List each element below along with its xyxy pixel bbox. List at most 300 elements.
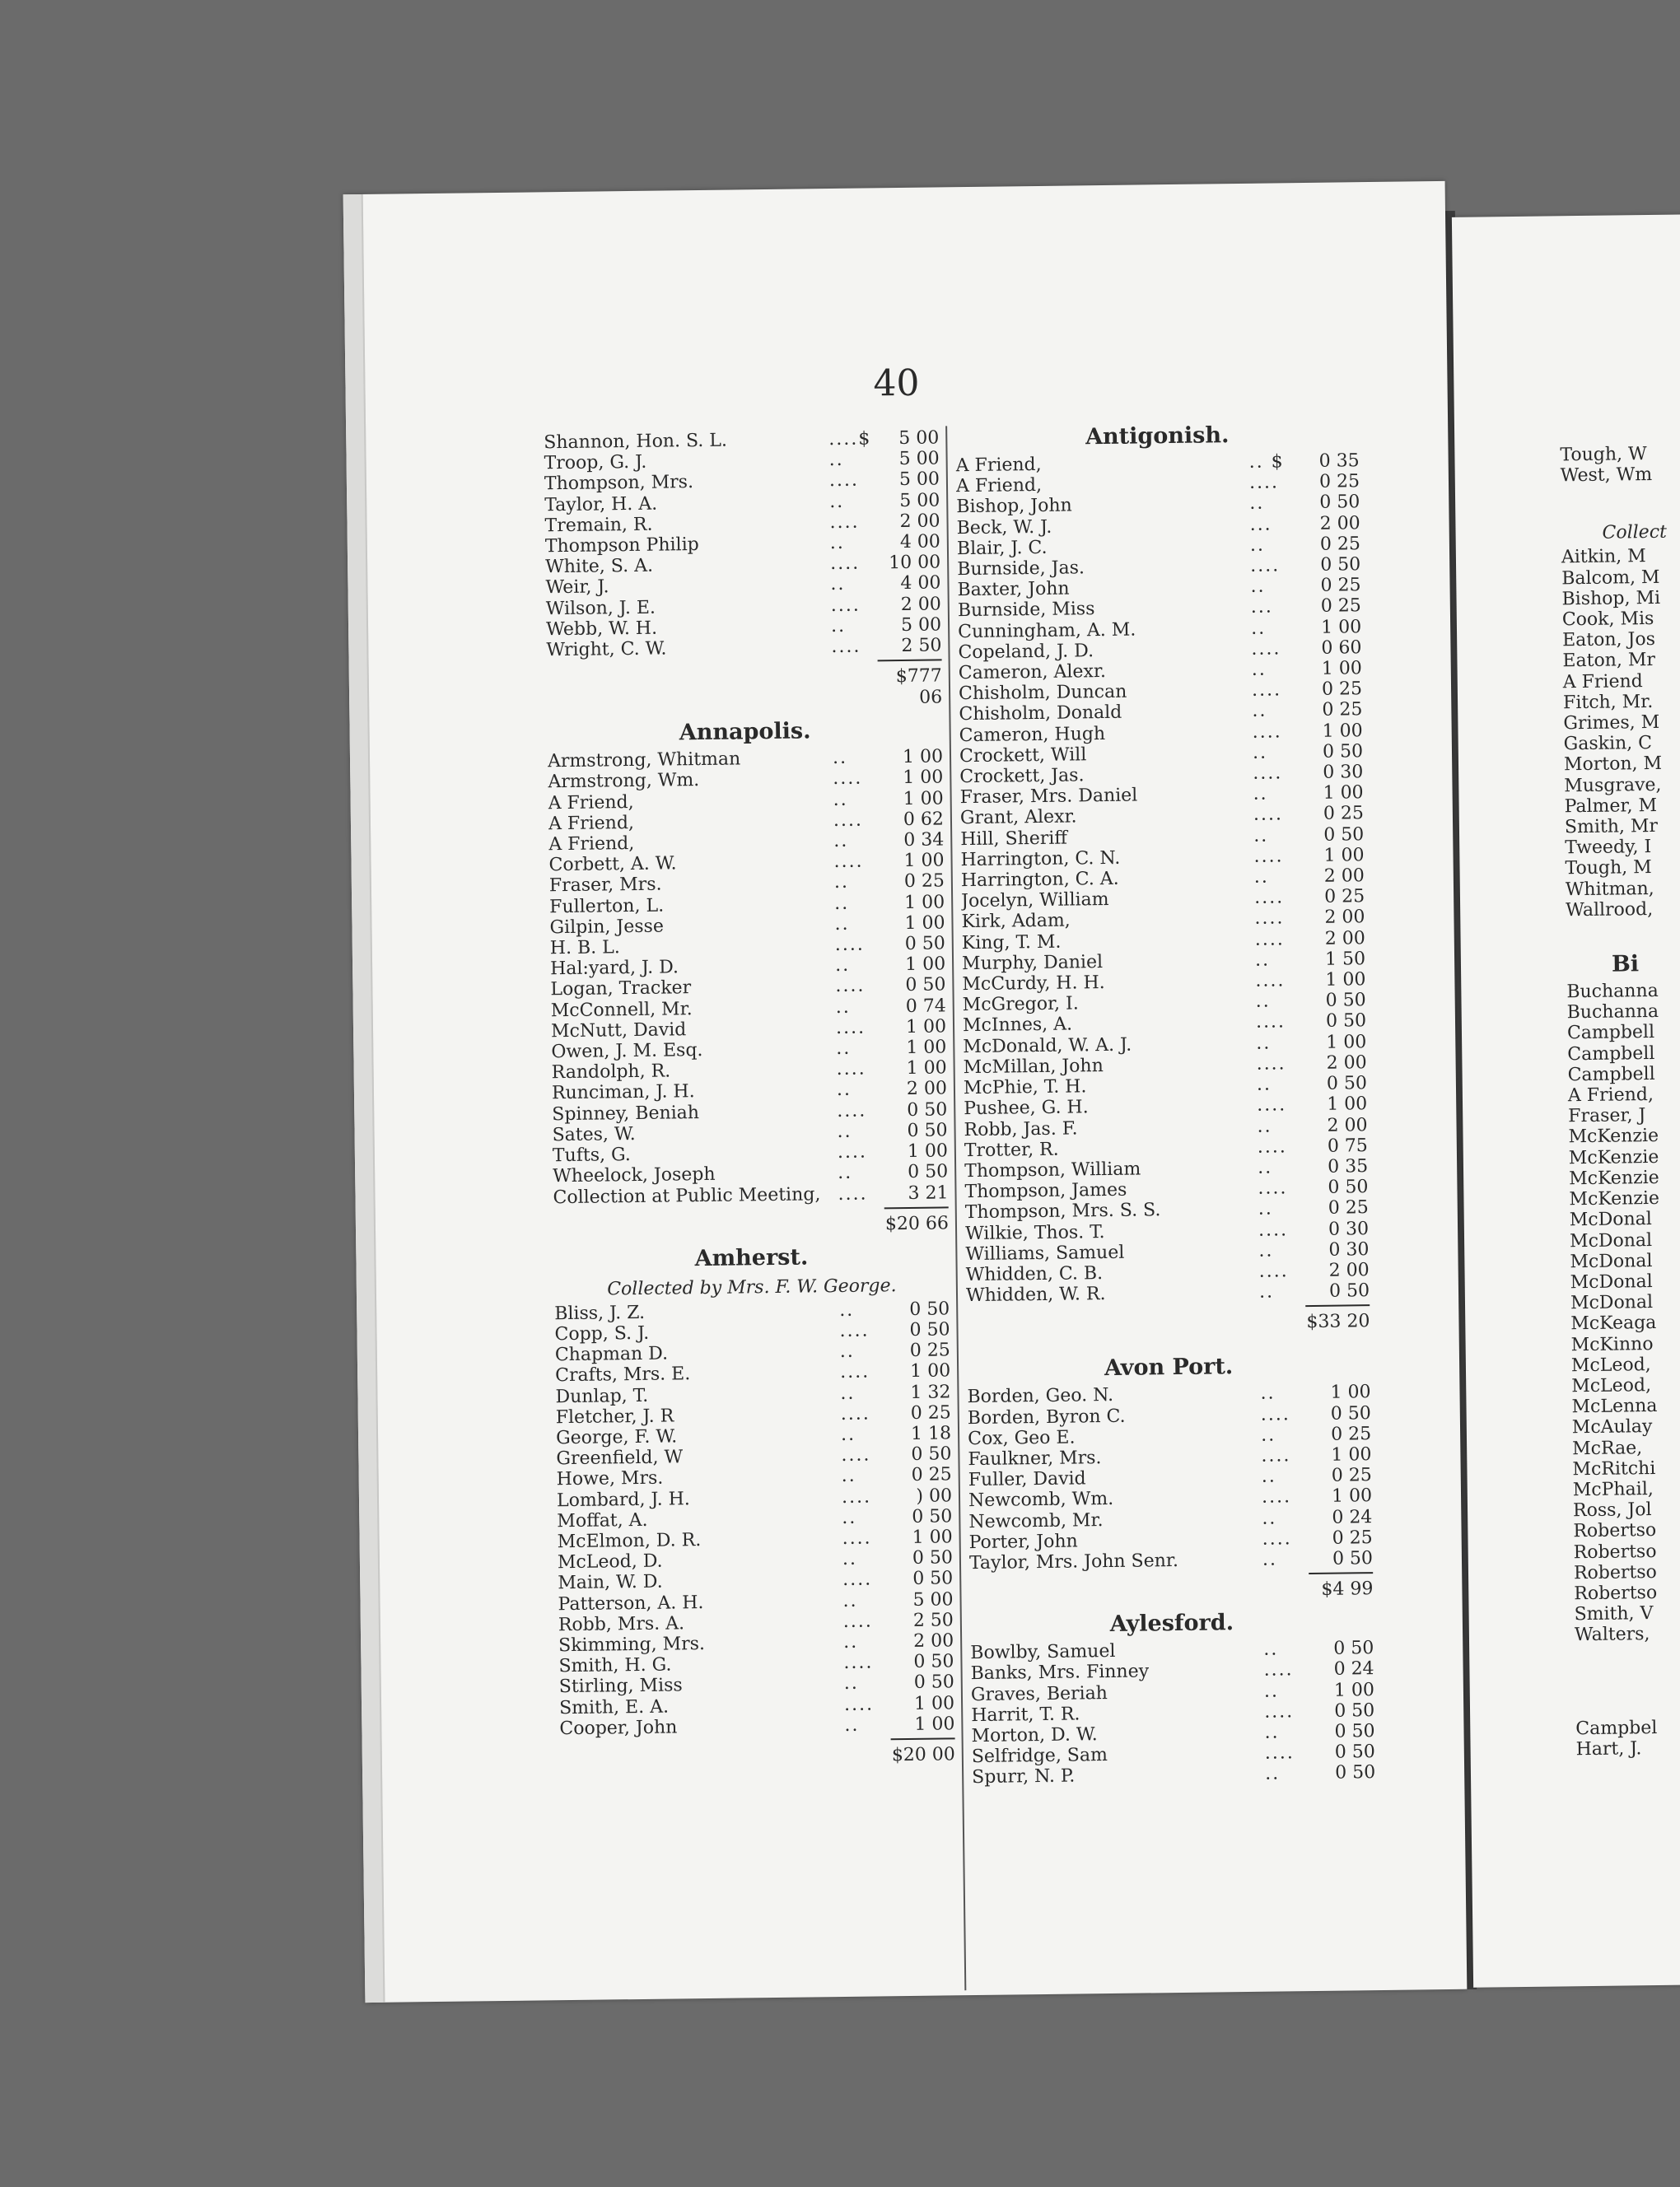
entry-amount: 1 00: [914, 1714, 955, 1735]
facing-entry: Robertso: [1574, 1582, 1658, 1605]
entry-amount: 0 50: [1319, 492, 1360, 514]
total-amount: $20 66: [884, 1206, 949, 1235]
entry-amount: 5 00: [899, 490, 940, 511]
entry-leader: .. $: [1248, 451, 1285, 473]
facing-entry: Fraser, J: [1568, 1105, 1646, 1127]
entry-amount: 2 00: [1319, 512, 1360, 534]
facing-entry: McDonal: [1570, 1271, 1653, 1294]
entry-leader: ....: [1257, 1094, 1287, 1117]
entry-name: Smith, E. A.: [558, 1696, 670, 1718]
entry-amount: 3 21: [908, 1182, 949, 1204]
entry-name: Gilpin, Jesse: [549, 916, 665, 939]
entry-leader: ..: [835, 996, 851, 1018]
entry-name: Pushee, G. H.: [964, 1097, 1089, 1120]
entry-leader: ..: [1256, 1033, 1272, 1054]
entry-amount: 0 50: [912, 1568, 954, 1590]
entry-amount: 1 00: [905, 1016, 947, 1038]
entry-amount: 0 50: [912, 1547, 954, 1569]
entry-amount: 0 50: [1330, 1402, 1371, 1425]
total-amount: $20 00: [891, 1737, 955, 1766]
facing-entry: Tough, M: [1565, 857, 1652, 879]
facing-entry: Palmer, M: [1564, 795, 1658, 818]
entry-leader: ....: [834, 934, 865, 956]
total-amount: $33 20: [1305, 1304, 1370, 1333]
entry-amount: 0 50: [1326, 1073, 1368, 1094]
entry-leader: ....: [1258, 1219, 1289, 1241]
entry-name: Newcomb, Wm.: [968, 1489, 1114, 1512]
entry-leader: ..: [1258, 1198, 1273, 1220]
entry-leader: ..: [830, 615, 847, 637]
entry-leader: ....: [840, 1403, 870, 1425]
entry-name: Copp, S. J.: [554, 1322, 650, 1345]
entry-leader: ....: [828, 470, 860, 492]
entry-amount: 0 25: [909, 1340, 950, 1362]
entry-amount: 4 00: [900, 572, 941, 595]
facing-page-text: [1560, 442, 1680, 1760]
entry-name: Cameron, Alexr.: [958, 661, 1107, 684]
entry-amount: 0 50: [1328, 1177, 1369, 1198]
entry-name: Thompson, William: [964, 1159, 1141, 1182]
entry-leader: ....: [842, 1611, 873, 1632]
facing-entry: McKeaga: [1570, 1313, 1657, 1335]
entry-leader: ....: [1253, 804, 1284, 826]
entry-amount: 0 50: [1323, 823, 1365, 846]
entry-name: Cooper, John: [559, 1717, 678, 1739]
collector-note: Collect: [1602, 522, 1668, 544]
entry-name: Fraser, Mrs.: [548, 874, 662, 897]
entry-name: McDonald, W. A. J.: [963, 1034, 1132, 1057]
entry-amount: 2 00: [900, 594, 941, 615]
right-column: [955, 422, 1375, 1788]
page-edge: [343, 194, 385, 2003]
entry-leader: ....: [840, 1361, 870, 1383]
entry-amount: 0 25: [1330, 1423, 1372, 1445]
entry-amount: 2 00: [1324, 907, 1365, 929]
entry-name: A Friend,: [548, 791, 634, 814]
facing-entry: Smith, V: [1574, 1603, 1654, 1625]
entry-leader: ..: [1250, 618, 1267, 639]
entry-name: Faulkner, Mrs.: [968, 1448, 1102, 1471]
entry-leader: ..: [1258, 1157, 1273, 1178]
entry-leader: ..: [1254, 949, 1271, 971]
entry-leader: ..: [839, 1299, 855, 1321]
entry-name: Fuller, David: [968, 1468, 1086, 1491]
facing-entry: Eaton, Jos: [1562, 629, 1656, 651]
entry-leader: ..: [1262, 1549, 1278, 1570]
entry-amount: 1 00: [906, 1037, 947, 1059]
entry-leader: ....: [838, 1183, 868, 1205]
entry-leader: ....: [1257, 1136, 1287, 1158]
entry-name: Banks, Mrs. Finney: [970, 1661, 1150, 1685]
entry-leader: ....: [830, 595, 861, 616]
entry-amount: 2 00: [899, 511, 940, 532]
facing-entry: Morton, M: [1563, 753, 1663, 776]
entry-row: [972, 1762, 1375, 1788]
entry-amount: 1 50: [1324, 949, 1366, 970]
entry-name: Grant, Alexr.: [959, 806, 1077, 829]
entry-amount: 2 00: [906, 1078, 948, 1100]
entry-amount: 1 00: [1327, 1094, 1368, 1116]
entry-name: Jocelyn, William: [961, 889, 1109, 912]
facing-entry: McDonal: [1570, 1292, 1654, 1314]
section-total: [966, 1301, 1370, 1337]
entry-name: Robb, Mrs. A.: [558, 1613, 685, 1635]
facing-entry: McKenzie: [1568, 1126, 1659, 1148]
page-number: 40: [873, 361, 920, 405]
entry-name: Blair, J. C.: [956, 537, 1048, 559]
entry-leader: ..: [842, 1590, 858, 1611]
section-heading: Bi: [1611, 951, 1640, 977]
entry-amount: 0 25: [1321, 678, 1363, 701]
entry-name: Spinney, Beniah: [552, 1102, 700, 1125]
entry-leader: ....: [833, 809, 864, 831]
entry-leader: ..: [1252, 701, 1267, 722]
entry-name: Selfridge, Sam: [971, 1745, 1108, 1768]
entry-amount: 1 18: [910, 1423, 952, 1444]
entry-leader: ....: [829, 511, 860, 533]
entry-amount: 2 00: [1327, 1114, 1368, 1136]
entry-leader: ..: [841, 1466, 856, 1487]
entry-amount: 1 32: [910, 1381, 951, 1403]
entry-leader: ....: [1254, 929, 1285, 950]
entry-leader: ....: [1254, 887, 1285, 909]
section-total: [560, 1734, 955, 1770]
facing-entry: Eaton, Mr: [1562, 650, 1656, 672]
entry-leader: ..: [828, 450, 844, 471]
entry-name: Crafts, Mrs. E.: [555, 1364, 691, 1387]
entry-leader: ..: [834, 955, 851, 977]
entry-amount: 0 25: [1320, 575, 1361, 597]
entry-name: A Friend,: [548, 833, 635, 856]
entry-name: Whidden, C. B.: [965, 1263, 1104, 1286]
entry-amount: 0 25: [1322, 699, 1363, 721]
entry-name: Logan, Tracker: [550, 977, 692, 1000]
entry-name: Sates, W.: [552, 1123, 636, 1146]
entry-name: Cunningham, A. M.: [958, 619, 1136, 642]
entry-name: H. B. L.: [549, 937, 620, 959]
entry-leader: ..: [833, 789, 848, 810]
facing-entry: A Friend: [1562, 670, 1643, 692]
section-heading: Aylesford.: [1109, 1610, 1234, 1638]
entry-name: Baxter, John: [957, 578, 1070, 601]
facing-entry: Buchanna: [1566, 980, 1659, 1003]
entry-name: Cox, Geo E.: [968, 1427, 1076, 1449]
entry-amount: 5 00: [898, 469, 940, 491]
facing-entry: McLeod,: [1570, 1354, 1651, 1376]
entry-amount: 0 50: [1325, 1010, 1367, 1033]
spacer: [1561, 483, 1680, 521]
entry-leader: ..: [832, 748, 848, 769]
entry-name: Beck, W. J.: [956, 516, 1052, 539]
entry-amount: 1 00: [910, 1360, 951, 1383]
entry-amount: 2 00: [1323, 865, 1365, 887]
entry-amount: 0 50: [905, 974, 946, 996]
entry-amount: 0 60: [1321, 637, 1362, 659]
entry-amount: 1 00: [1321, 616, 1362, 638]
entry-leader: ..: [1263, 1639, 1279, 1660]
entry-name: Armstrong, Whitman: [547, 748, 741, 772]
entry-leader: ....: [836, 1058, 866, 1080]
facing-entry: Ross, Jol: [1572, 1499, 1652, 1522]
entry-amount: 1 00: [1333, 1679, 1375, 1701]
entry-amount: 1 00: [1331, 1444, 1372, 1466]
facing-entry: Whitman,: [1565, 878, 1654, 900]
entry-name: Wilson, J. E.: [545, 597, 656, 619]
book-page: [343, 181, 1468, 2003]
entry-leader: ..: [1253, 866, 1269, 888]
facing-entry: Aitkin, M: [1561, 546, 1646, 568]
entry-name: Weir, J.: [545, 576, 609, 599]
entry-leader: ..: [843, 1631, 859, 1653]
entry-name: Collection at Public Meeting,: [553, 1183, 821, 1208]
entry-leader: ....: [1258, 1261, 1289, 1282]
entry-leader: ....: [830, 553, 861, 575]
entry-leader: ..: [829, 532, 846, 554]
left-column: [544, 427, 955, 1770]
entry-amount: 0 50: [1334, 1700, 1375, 1722]
facing-entry: Grimes, M: [1563, 711, 1660, 734]
facing-entry: A Friend,: [1567, 1084, 1654, 1107]
entry-name: McConnell, Mr.: [550, 998, 693, 1021]
facing-entry: McDonal: [1569, 1209, 1652, 1231]
entry-leader: ....: [1264, 1742, 1295, 1764]
entry-amount: 2 50: [901, 635, 942, 657]
entry-name: White, S. A.: [545, 555, 654, 578]
facing-entry: McRae,: [1572, 1437, 1643, 1459]
entry-amount: 1 00: [903, 788, 944, 809]
entry-amount: 0 50: [1332, 1548, 1374, 1569]
entry-name: Armstrong, Wm.: [548, 770, 700, 793]
entry-leader: ....: [1253, 762, 1283, 784]
entry-name: Patterson, A. H.: [558, 1592, 704, 1615]
entry-leader: ..: [1249, 493, 1265, 515]
entry-amount: 0 50: [1334, 1742, 1375, 1763]
entry-leader: ..: [833, 872, 850, 893]
entry-amount: 0 50: [1320, 554, 1361, 576]
entry-name: Kirk, Adam,: [961, 911, 1071, 933]
entry-amount: 5 00: [912, 1588, 954, 1611]
entry-name: Harrington, C. A.: [960, 868, 1119, 892]
facing-entry: Cook, Mis: [1561, 608, 1654, 631]
facing-entry: Campbell: [1566, 1022, 1655, 1044]
entry-amount: 0 50: [909, 1319, 950, 1341]
facing-entry: McKinno: [1570, 1333, 1654, 1355]
entry-name: Taylor, H. A.: [544, 493, 658, 515]
entry-amount: 1 00: [912, 1527, 953, 1548]
entry-leader: ....: [1258, 1177, 1288, 1199]
entry-amount: 0 34: [903, 829, 945, 851]
entry-leader: ....: [1261, 1445, 1291, 1467]
entry-leader: ....: [1255, 1011, 1286, 1033]
entry-amount: 0 74: [905, 996, 946, 1017]
entry-amount: 0 24: [1332, 1506, 1373, 1528]
entry-name: Howe, Mrs.: [556, 1467, 664, 1490]
entry-amount: 0 50: [1322, 741, 1364, 762]
entry-name: McLeod, D.: [557, 1550, 663, 1574]
entry-amount: 0 25: [910, 1402, 951, 1424]
entry-amount: 2 00: [1324, 927, 1365, 949]
entry-leader: ....: [841, 1486, 872, 1508]
entry-amount: 0 50: [1328, 1280, 1370, 1302]
section-total: [969, 1569, 1373, 1605]
entry-leader: ..: [1260, 1383, 1276, 1405]
section-heading: Annapolis.: [679, 718, 811, 746]
facing-entry: McLeod,: [1571, 1374, 1652, 1397]
entry-leader: ...: [1250, 596, 1273, 618]
entry-leader: ..: [1256, 1074, 1272, 1095]
entry-name: Morton, D. W.: [971, 1724, 1098, 1747]
entry-name: Porter, John: [968, 1531, 1078, 1553]
entry-name: McCurdy, H. H.: [962, 972, 1105, 996]
entry-leader: ..: [1258, 1281, 1275, 1303]
entry-name: Borden, Geo. N.: [967, 1385, 1114, 1408]
entry-leader: ..: [834, 913, 850, 935]
entry-amount: 0 50: [909, 1299, 950, 1320]
entry-leader: ....: [1254, 907, 1285, 930]
entry-amount: 0 25: [903, 870, 945, 893]
entry-amount: 5 00: [900, 614, 942, 636]
entry-name: Owen, J. M. Esq.: [551, 1040, 703, 1063]
entry-name: Bowlby, Samuel: [970, 1641, 1116, 1664]
entry-amount: 1 00: [904, 954, 946, 976]
entry-name: Thompson, James: [964, 1179, 1127, 1203]
entry-name: McMillan, John: [963, 1055, 1104, 1079]
entry-leader: ..: [840, 1424, 856, 1445]
total-amount: $777 06: [878, 660, 943, 710]
entry-amount: 1 00: [904, 892, 945, 913]
entry-amount: 4 00: [899, 531, 940, 553]
entry-name: Fraser, Mrs. Daniel: [959, 785, 1138, 809]
entry-leader: ....: [1253, 846, 1284, 867]
entry-amount: 0 35: [1318, 450, 1360, 472]
entry-amount: 0 50: [908, 1161, 949, 1183]
entry-leader: ..: [836, 1080, 852, 1101]
entry-leader: ..: [1253, 825, 1269, 846]
entry-name: Dunlap, T.: [555, 1385, 649, 1407]
entry-name: Chapman D.: [554, 1343, 669, 1366]
entry-name: Graves, Beriah: [970, 1682, 1108, 1705]
entry-name: George, F. W.: [555, 1426, 678, 1449]
facing-entry: McKenzie: [1569, 1167, 1659, 1190]
entry-leader: ..: [829, 491, 845, 512]
entry-leader: ....: [842, 1527, 872, 1549]
entry-amount: 0 25: [1320, 595, 1361, 618]
facing-entry: Balcom, M: [1561, 567, 1660, 589]
entry-amount: 2 00: [913, 1630, 954, 1652]
facing-entry: Tweedy, I: [1565, 837, 1652, 859]
entry-name: A Friend,: [955, 454, 1042, 477]
entry-amount: 5 00: [898, 427, 940, 450]
entry-amount: 0 25: [1324, 886, 1365, 908]
facing-entry: Buchanna: [1566, 1001, 1659, 1024]
entry-amount: 0 30: [1328, 1238, 1370, 1261]
entry-name: Wilkie, Thos. T.: [964, 1221, 1105, 1244]
entry-name: Stirling, Miss: [558, 1675, 683, 1698]
entry-amount: 2 50: [912, 1610, 954, 1631]
facing-entry: McKenzie: [1568, 1146, 1659, 1168]
entry-name: Main, W. D.: [558, 1571, 663, 1594]
entry-leader: ..: [843, 1673, 859, 1695]
entry-name: Crockett, Will: [959, 744, 1087, 767]
facing-entry: Bishop, Mi: [1561, 587, 1661, 610]
entry-name: Webb, W. H.: [545, 618, 658, 641]
entry-leader: ..: [1253, 783, 1268, 805]
entry-name: Thompson Philip: [544, 534, 699, 557]
entry-amount: 0 50: [1325, 990, 1366, 1012]
entry-name: McGregor, I.: [962, 993, 1079, 1016]
entry-amount: 1 00: [1323, 782, 1364, 804]
entry-amount: 0 50: [912, 1506, 953, 1527]
facing-entry: Campbel: [1575, 1717, 1658, 1739]
facing-entry: Hart, J.: [1575, 1738, 1642, 1760]
facing-entry: McPhail,: [1572, 1478, 1654, 1501]
entry-name: Smith, H. G.: [558, 1654, 672, 1677]
section-heading: Amherst.: [694, 1244, 809, 1271]
entry-leader: ..: [1262, 1508, 1277, 1529]
entry-amount: 1 00: [1321, 658, 1362, 679]
entry-amount: 0 25: [1328, 1197, 1369, 1219]
entry-leader: ....: [1251, 638, 1281, 660]
entry-amount: 0 25: [911, 1464, 952, 1486]
facing-entry: West, Wm: [1560, 464, 1653, 487]
entry-leader: ...: [1249, 514, 1272, 535]
entry-name: Wright, C. W.: [546, 638, 667, 661]
facing-entry: Fitch, Mr.: [1562, 691, 1654, 714]
entry-name: Corbett, A. W.: [548, 853, 677, 876]
facing-entry: McLenna: [1571, 1396, 1658, 1418]
entry-leader: ..: [1249, 534, 1266, 556]
entry-amount: 1 00: [1326, 1031, 1367, 1053]
entry-leader: ....: [839, 1320, 870, 1341]
entry-amount: 0 30: [1323, 762, 1364, 783]
entry-leader: ....: [1264, 1701, 1295, 1723]
entry-leader: ..: [1252, 742, 1268, 763]
entry-amount: 1 00: [907, 1140, 949, 1163]
entry-name: Skimming, Mrs.: [558, 1633, 706, 1657]
entry-name: Murphy, Daniel: [961, 951, 1104, 975]
facing-entry: Campbell: [1567, 1042, 1655, 1065]
entry-leader: ..: [830, 574, 846, 595]
entry-leader: ..: [1264, 1722, 1280, 1743]
entry-leader: ....: [837, 1141, 868, 1163]
entry-leader: ....: [1255, 970, 1286, 991]
section-heading: Avon Port.: [1104, 1354, 1234, 1382]
entry-leader: ....: [1261, 1486, 1292, 1509]
spacer: [1575, 1643, 1680, 1718]
entry-name: Troop, G. J.: [544, 451, 647, 474]
entry-name: McInnes, A.: [962, 1014, 1073, 1037]
entry-leader: ..: [837, 1121, 852, 1142]
entry-leader: ....: [843, 1652, 874, 1674]
facing-entry: Tough, W: [1560, 444, 1647, 466]
entry-amount: 0 50: [1335, 1762, 1376, 1784]
entry-leader: ..: [1263, 1681, 1280, 1702]
entry-name: Burnside, Jas.: [957, 557, 1085, 581]
entry-amount: 1 00: [1323, 845, 1365, 866]
entry-leader: ....: [831, 636, 861, 658]
entry-leader: ....: [1263, 1659, 1294, 1681]
entry-amount: 1 00: [913, 1692, 955, 1714]
facing-entry: McRitchi: [1572, 1457, 1656, 1480]
entry-name: Borden, Byron C.: [967, 1406, 1126, 1429]
entry-amount: 0 25: [1319, 534, 1361, 555]
entry-amount: 1 00: [1331, 1485, 1373, 1508]
entry-name: Randolph, R.: [551, 1061, 671, 1084]
section-total: [553, 1203, 949, 1239]
entry-name: Cameron, Hugh: [959, 723, 1106, 746]
entry-amount: 0 50: [907, 1120, 948, 1141]
entry-leader: ..: [842, 1507, 857, 1528]
